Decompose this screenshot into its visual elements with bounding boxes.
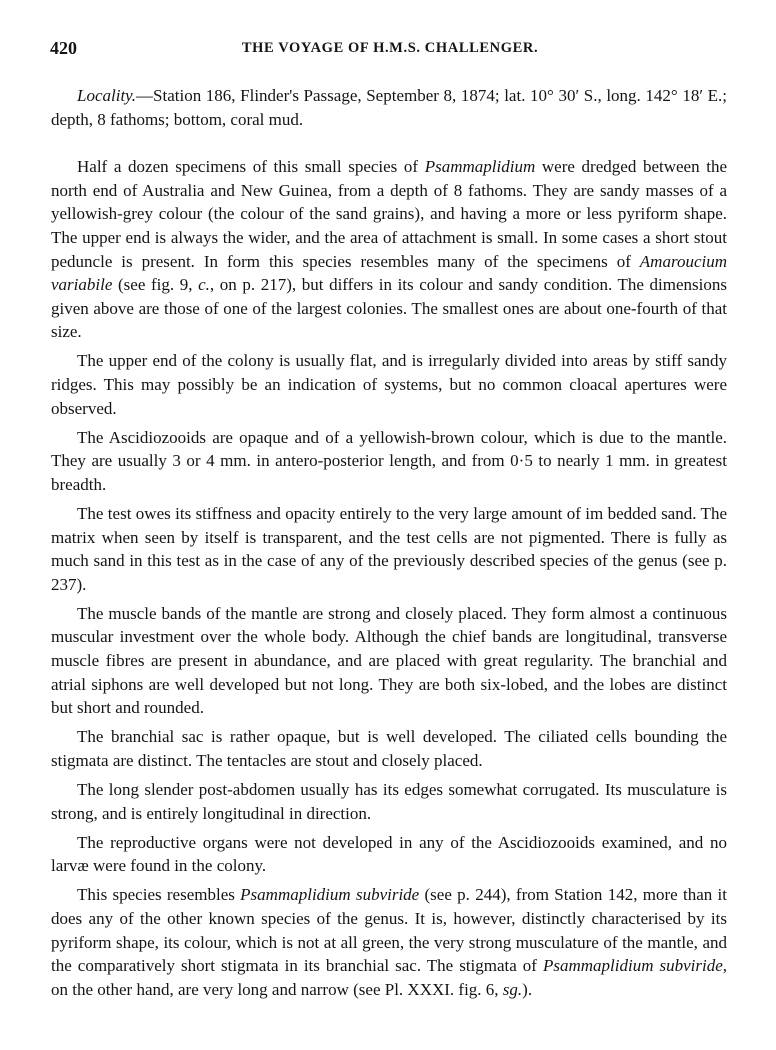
locality-label: Locality. bbox=[77, 86, 137, 105]
paragraph-9-text-a: This species resembles bbox=[77, 885, 241, 905]
species-name-amaroucium-variabile: Amaroucium variabile bbox=[51, 251, 727, 295]
paragraph-8: The reproductive organs were not developed in any of the Ascidiozooids examined, and no larvæ were found in the colony. bbox=[51, 832, 727, 876]
species-name-psammaplidium-subviride-2: Psammaplidium subviride bbox=[542, 956, 723, 976]
paragraph-6: The branchial sac is rather opaque, but is well developed. The ciliated cells bounding the stigmata are distinct. The tentacles are stout and closely placed. bbox=[51, 727, 727, 770]
genus-name-psammaplidium: Psammaplidium bbox=[424, 157, 536, 177]
locality-paragraph bbox=[51, 84, 727, 131]
paragraph-4: The test owes its stiffness and opacity entirely to the very large amount of im bedded sand. The matrix when seen by itself is transparent, and the test cells are not pigmented. There is fully as much sand in this test as in the case of any of the previously described species of the genus (see p. 237). bbox=[51, 504, 727, 594]
paragraph-1-text-a: Half a dozen specimens of this small species of bbox=[77, 157, 425, 177]
paragraph-9 bbox=[51, 883, 727, 1001]
paragraph-2: The upper end of the colony is usually flat, and is irregularly divided into areas by stiff sandy ridges. This may possibly be an indication of systems, but no common cloacal apertures were observed. bbox=[51, 351, 727, 418]
paragraph-3: The Ascidiozooids are opaque and of a yellowish-brown colour, which is due to the mantle. They are usually 3 or 4 mm. in antero-posterior length, and from 0·5 to nearly 1 mm. in greatest breadth. bbox=[51, 427, 727, 494]
locality-text: —Station 186, Flinder's Passage, September 8, 1874; lat. 10° 30′ S., long. 142° 18′ E.; depth, 8 fathoms; bottom, coral mud. bbox=[51, 86, 727, 129]
page-number: 420 bbox=[50, 38, 77, 58]
running-title: THE VOYAGE OF H.M.S. CHALLENGER. bbox=[241, 40, 539, 56]
figure-ref-c: c. bbox=[198, 275, 210, 295]
paragraph-5: The muscle bands of the mantle are strong and closely placed. They form almost a continuous muscular investment over the whole body. Although the chief bands are longitudinal, transverse muscle fibres are present in abundance, and are placed with great regularity. The branchial and atrial siphons are well developed but not long. They are both six-lobed, and the lobes are distinct but short and rounded. bbox=[51, 603, 727, 718]
paragraph-1-text-b: were dredged between the north end of Australia and New Guinea, from a depth of 8 fathoms. They are sandy masses of a yellowish-grey colour (the colour of the sand grains), and having a more or less pyriform shape. The upper end is always the wider, and the area of attachment is small. In some cases a short stout peduncle is present. In form this species resembles many of the specimens of bbox=[51, 157, 728, 271]
running-head bbox=[50, 38, 730, 60]
paragraph-9-text-b: (see p. 244), from Station 142, more than it does any of the other known species of the genus. It is, however, distinctly characterised by its pyriform shape, its colour, which is not at all green, the very strong musculature of the mantle, and the comparatively short stigmata in its branchial sac. The stigmata of bbox=[51, 885, 727, 976]
paragraph-1-text-d: , on p. 217), but differs in its colour and sandy condition. The dimensions given above are those of one of the largest colonies. The smallest ones are about one-fourth of that size. bbox=[51, 275, 727, 342]
paragraph-9-text-d: ). bbox=[522, 979, 533, 999]
species-name-psammaplidium-subviride: Psammaplidium subviride bbox=[240, 885, 420, 905]
paragraph-9-text-c: , on the other hand, are very long and narrow (see Pl. XXXI. fig. 6, bbox=[51, 956, 727, 999]
paragraph-1 bbox=[51, 155, 727, 344]
figure-ref-sg: sg. bbox=[502, 979, 523, 999]
body-text bbox=[51, 84, 727, 1007]
paragraph-1-text-c: (see fig. 9, bbox=[112, 275, 199, 295]
paragraph-7: The long slender post-abdomen usually has its edges somewhat corrugated. Its musculature is strong, and is entirely longitudinal in direction. bbox=[51, 780, 727, 823]
